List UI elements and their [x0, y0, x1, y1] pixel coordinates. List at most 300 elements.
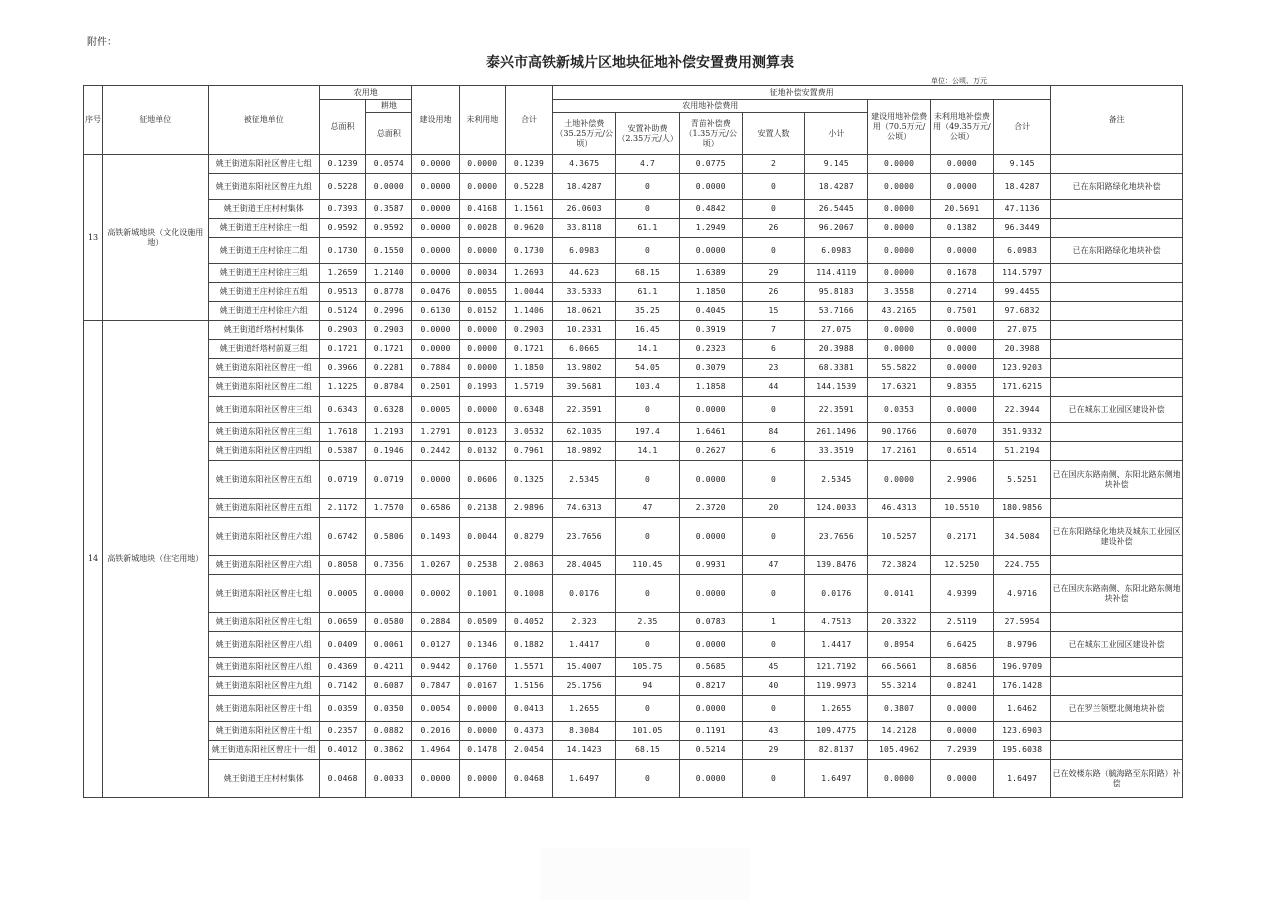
- resettle-comp-cell: 0: [616, 238, 679, 264]
- area-total-cell: 0.9620: [505, 219, 552, 238]
- header-compensation: 征地补偿安置费用: [553, 86, 1051, 100]
- acquire-unit-cell: 高铁新城地块（住宅用地）: [103, 321, 208, 798]
- remarks-cell: [1051, 499, 1183, 518]
- total-cell: 1.6497: [994, 760, 1051, 798]
- resettle-comp-cell: 110.45: [616, 556, 679, 575]
- land-comp-cell: 2.323: [553, 613, 616, 632]
- unused-comp-cell: 0.1678: [930, 264, 993, 283]
- attachment-label: 附件：: [87, 37, 117, 48]
- unused-area-cell: 0.1346: [459, 632, 505, 658]
- total-area-cell: 0.5228: [320, 174, 366, 200]
- sub-total-cell: 144.1539: [805, 378, 868, 397]
- acquired-unit-cell: 姚王街道东阳社区曾庄十一组: [208, 741, 320, 760]
- area-total-cell: 0.2903: [505, 321, 552, 340]
- total-cell: 34.5084: [994, 518, 1051, 556]
- acquired-unit-cell: 姚王街道东阳社区曾庄五组: [208, 461, 320, 499]
- area-total-cell: 0.4052: [505, 613, 552, 632]
- resettle-comp-cell: 197.4: [616, 423, 679, 442]
- sub-total-cell: 6.0983: [805, 238, 868, 264]
- acquired-unit-cell: 姚王街道王庄村徐庄二组: [208, 238, 320, 264]
- acquired-unit-cell: 姚王街道东阳社区曾庄三组: [208, 397, 320, 423]
- remarks-cell: [1051, 359, 1183, 378]
- area-total-cell: 0.8279: [505, 518, 552, 556]
- land-comp-cell: 6.0665: [553, 340, 616, 359]
- table-row: [84, 556, 1183, 575]
- total-cell: 99.4455: [994, 283, 1051, 302]
- remarks-cell: 已在国庆东路南侧、东阳北路东侧地块补偿: [1051, 575, 1183, 613]
- resettle-people-cell: 6: [742, 442, 804, 461]
- area-total-cell: 0.0413: [505, 696, 552, 722]
- header-land-comp: 土地补偿费（35.25万元/公顷）: [553, 113, 616, 155]
- acquired-unit-cell: 姚王街道东阳社区曾庄三组: [208, 423, 320, 442]
- area-total-cell: 3.0532: [505, 423, 552, 442]
- resettle-people-cell: 0: [742, 632, 804, 658]
- area-total-cell: 1.5571: [505, 658, 552, 677]
- remarks-cell: [1051, 155, 1183, 174]
- unused-comp-cell: 4.9399: [930, 575, 993, 613]
- area-total-cell: 1.1406: [505, 302, 552, 321]
- sub-total-cell: 9.145: [805, 155, 868, 174]
- resettle-people-cell: 2: [742, 155, 804, 174]
- construction-area-cell: 0.0000: [412, 760, 459, 798]
- resettle-people-cell: 84: [742, 423, 804, 442]
- total-cell: 195.6038: [994, 741, 1051, 760]
- crop-comp-cell: 0.5214: [679, 741, 742, 760]
- area-total-cell: 0.4373: [505, 722, 552, 741]
- remarks-cell: [1051, 722, 1183, 741]
- total-cell: 6.0983: [994, 238, 1051, 264]
- land-comp-cell: 4.3675: [553, 155, 616, 174]
- unused-comp-cell: 0.6514: [930, 442, 993, 461]
- acquired-unit-cell: 姚王街道东阳社区曾庄十组: [208, 722, 320, 741]
- total-area-cell: 0.3966: [320, 359, 366, 378]
- construction-area-cell: 1.4964: [412, 741, 459, 760]
- crop-comp-cell: 0.3079: [679, 359, 742, 378]
- unused-area-cell: 0.0000: [459, 174, 505, 200]
- land-comp-cell: 14.1423: [553, 741, 616, 760]
- unused-comp-cell: 7.2939: [930, 741, 993, 760]
- sub-total-cell: 18.4287: [805, 174, 868, 200]
- resettle-comp-cell: 0: [616, 461, 679, 499]
- sub-total-cell: 33.3519: [805, 442, 868, 461]
- resettle-people-cell: 45: [742, 658, 804, 677]
- header-unused-land: 未利用地: [459, 86, 505, 155]
- farmland-area-cell: 0.1721: [366, 340, 412, 359]
- unused-area-cell: 0.2538: [459, 556, 505, 575]
- area-total-cell: 1.1850: [505, 359, 552, 378]
- unused-area-cell: 0.1993: [459, 378, 505, 397]
- total-area-cell: 0.6343: [320, 397, 366, 423]
- remarks-cell: 已在罗兰领墅北侧地块补偿: [1051, 696, 1183, 722]
- remarks-cell: [1051, 302, 1183, 321]
- acquired-unit-cell: 姚王街道王庄村徐庄一组: [208, 219, 320, 238]
- land-comp-cell: 15.4007: [553, 658, 616, 677]
- farmland-area-cell: 0.1550: [366, 238, 412, 264]
- header-unused-comp: 未利用地补偿费用（49.35万元/公顷）: [930, 100, 993, 155]
- sub-total-cell: 121.7192: [805, 658, 868, 677]
- header-resettle-comp: 安置补助费（2.35万元/人）: [616, 113, 679, 155]
- header-acquire-unit: 征地单位: [103, 86, 208, 155]
- farmland-area-cell: 0.3587: [366, 200, 412, 219]
- construction-comp-cell: 0.0000: [868, 321, 930, 340]
- resettle-people-cell: 0: [742, 238, 804, 264]
- construction-comp-cell: 72.3824: [868, 556, 930, 575]
- construction-comp-cell: 0.0000: [868, 238, 930, 264]
- land-comp-cell: 39.5681: [553, 378, 616, 397]
- total-area-cell: 0.7142: [320, 677, 366, 696]
- resettle-comp-cell: 105.75: [616, 658, 679, 677]
- construction-comp-cell: 0.0000: [868, 219, 930, 238]
- crop-comp-cell: 0.0000: [679, 760, 742, 798]
- total-cell: 224.755: [994, 556, 1051, 575]
- land-comp-cell: 33.8118: [553, 219, 616, 238]
- unused-comp-cell: 0.0000: [930, 238, 993, 264]
- resettle-comp-cell: 0: [616, 397, 679, 423]
- construction-area-cell: 0.0127: [412, 632, 459, 658]
- total-cell: 27.075: [994, 321, 1051, 340]
- resettle-people-cell: 0: [742, 696, 804, 722]
- total-area-cell: 0.6742: [320, 518, 366, 556]
- unused-area-cell: 0.2138: [459, 499, 505, 518]
- table-row: [84, 613, 1183, 632]
- table-row: [84, 518, 1183, 556]
- total-area-cell: 0.0468: [320, 760, 366, 798]
- land-comp-cell: 26.0603: [553, 200, 616, 219]
- remarks-cell: [1051, 264, 1183, 283]
- resettle-people-cell: 44: [742, 378, 804, 397]
- unused-comp-cell: 2.9906: [930, 461, 993, 499]
- unused-comp-cell: 0.7501: [930, 302, 993, 321]
- land-comp-cell: 0.0176: [553, 575, 616, 613]
- construction-area-cell: 0.0005: [412, 397, 459, 423]
- crop-comp-cell: 0.3919: [679, 321, 742, 340]
- total-cell: 5.5251: [994, 461, 1051, 499]
- construction-comp-cell: 46.4313: [868, 499, 930, 518]
- crop-comp-cell: 0.0775: [679, 155, 742, 174]
- resettle-comp-cell: 0: [616, 760, 679, 798]
- remarks-cell: 已在东阳路绿化地块补偿: [1051, 174, 1183, 200]
- total-cell: 96.3449: [994, 219, 1051, 238]
- remarks-cell: 已在姣楼东路（毓海路至东阳路）补偿: [1051, 760, 1183, 798]
- construction-comp-cell: 0.0000: [868, 340, 930, 359]
- resettle-comp-cell: 35.25: [616, 302, 679, 321]
- area-total-cell: 0.1721: [505, 340, 552, 359]
- unused-area-cell: 0.0000: [459, 155, 505, 174]
- remarks-cell: [1051, 741, 1183, 760]
- resettle-people-cell: 26: [742, 219, 804, 238]
- farmland-area-cell: 0.0033: [366, 760, 412, 798]
- remarks-cell: [1051, 677, 1183, 696]
- acquired-unit-cell: 姚王街道王庄村徐庄五组: [208, 283, 320, 302]
- acquired-unit-cell: 姚王街道东阳社区曾庄九组: [208, 677, 320, 696]
- farmland-area-cell: 0.0574: [366, 155, 412, 174]
- crop-comp-cell: 1.6389: [679, 264, 742, 283]
- resettle-people-cell: 26: [742, 283, 804, 302]
- crop-comp-cell: 0.4045: [679, 302, 742, 321]
- resettle-comp-cell: 0: [616, 200, 679, 219]
- sub-total-cell: 68.3381: [805, 359, 868, 378]
- resettle-comp-cell: 101.05: [616, 722, 679, 741]
- table-body: [84, 155, 1183, 798]
- farmland-area-cell: 0.2281: [366, 359, 412, 378]
- table-row: [84, 722, 1183, 741]
- crop-comp-cell: 0.5685: [679, 658, 742, 677]
- resettle-people-cell: 0: [742, 397, 804, 423]
- unused-area-cell: 0.0132: [459, 442, 505, 461]
- total-cell: 27.5954: [994, 613, 1051, 632]
- seq-cell: 14: [84, 321, 103, 798]
- land-comp-cell: 23.7656: [553, 518, 616, 556]
- unused-comp-cell: 0.0000: [930, 340, 993, 359]
- total-area-cell: 0.8058: [320, 556, 366, 575]
- construction-area-cell: 0.7884: [412, 359, 459, 378]
- remarks-cell: [1051, 283, 1183, 302]
- compensation-table: [83, 85, 1183, 798]
- table-row: [84, 632, 1183, 658]
- resettle-people-cell: 6: [742, 340, 804, 359]
- unused-area-cell: 0.0034: [459, 264, 505, 283]
- resettle-comp-cell: 61.1: [616, 283, 679, 302]
- unused-comp-cell: 0.0000: [930, 696, 993, 722]
- sub-total-cell: 139.8476: [805, 556, 868, 575]
- unused-comp-cell: 2.5119: [930, 613, 993, 632]
- farmland-area-cell: 0.8778: [366, 283, 412, 302]
- area-total-cell: 0.7961: [505, 442, 552, 461]
- total-area-cell: 0.4012: [320, 741, 366, 760]
- farmland-area-cell: 0.6087: [366, 677, 412, 696]
- resettle-people-cell: 0: [742, 174, 804, 200]
- resettle-comp-cell: 0: [616, 696, 679, 722]
- acquired-unit-cell: 姚王街道纤塔村前夏三组: [208, 340, 320, 359]
- sub-total-cell: 1.2655: [805, 696, 868, 722]
- unused-area-cell: 0.0509: [459, 613, 505, 632]
- total-cell: 114.5797: [994, 264, 1051, 283]
- resettle-people-cell: 15: [742, 302, 804, 321]
- remarks-cell: [1051, 321, 1183, 340]
- resettle-comp-cell: 0: [616, 174, 679, 200]
- unused-area-cell: 0.0000: [459, 397, 505, 423]
- total-cell: 8.9796: [994, 632, 1051, 658]
- construction-comp-cell: 0.0000: [868, 155, 930, 174]
- area-total-cell: 0.0468: [505, 760, 552, 798]
- total-cell: 47.1136: [994, 200, 1051, 219]
- resettle-comp-cell: 94: [616, 677, 679, 696]
- table-row: [84, 696, 1183, 722]
- remarks-cell: [1051, 378, 1183, 397]
- remarks-cell: [1051, 219, 1183, 238]
- land-comp-cell: 6.0983: [553, 238, 616, 264]
- crop-comp-cell: 0.0000: [679, 632, 742, 658]
- table-row: [84, 658, 1183, 677]
- resettle-comp-cell: 47: [616, 499, 679, 518]
- acquired-unit-cell: 姚王街道东阳社区曾庄七组: [208, 613, 320, 632]
- resettle-people-cell: 23: [742, 359, 804, 378]
- resettle-comp-cell: 0: [616, 632, 679, 658]
- land-comp-cell: 22.3591: [553, 397, 616, 423]
- table-row: [84, 378, 1183, 397]
- farmland-area-cell: 0.8784: [366, 378, 412, 397]
- unused-area-cell: 0.1478: [459, 741, 505, 760]
- resettle-comp-cell: 14.1: [616, 442, 679, 461]
- land-comp-cell: 44.623: [553, 264, 616, 283]
- crop-comp-cell: 0.2627: [679, 442, 742, 461]
- total-area-cell: 0.2903: [320, 321, 366, 340]
- crop-comp-cell: 0.1191: [679, 722, 742, 741]
- total-area-cell: 0.0005: [320, 575, 366, 613]
- header-seq: 序号: [84, 86, 103, 155]
- total-cell: 1.6462: [994, 696, 1051, 722]
- remarks-cell: 已在国庆东路南侧、东阳北路东侧地块补偿: [1051, 461, 1183, 499]
- acquired-unit-cell: 姚王街道东阳社区曾庄七组: [208, 155, 320, 174]
- area-total-cell: 1.2693: [505, 264, 552, 283]
- crop-comp-cell: 0.9931: [679, 556, 742, 575]
- resettle-comp-cell: 14.1: [616, 340, 679, 359]
- crop-comp-cell: 1.1850: [679, 283, 742, 302]
- construction-comp-cell: 55.5822: [868, 359, 930, 378]
- remarks-cell: [1051, 423, 1183, 442]
- total-cell: 196.9709: [994, 658, 1051, 677]
- farmland-area-cell: 0.2903: [366, 321, 412, 340]
- remarks-cell: [1051, 556, 1183, 575]
- construction-comp-cell: 43.2165: [868, 302, 930, 321]
- construction-comp-cell: 90.1766: [868, 423, 930, 442]
- sub-total-cell: 22.3591: [805, 397, 868, 423]
- unused-comp-cell: 0.8241: [930, 677, 993, 696]
- acquired-unit-cell: 姚王街道王庄村村集体: [208, 760, 320, 798]
- sub-total-cell: 53.7166: [805, 302, 868, 321]
- header-crop-comp: 青苗补偿费（1.35万元/公顷）: [679, 113, 742, 155]
- resettle-comp-cell: 0: [616, 518, 679, 556]
- area-total-cell: 2.9896: [505, 499, 552, 518]
- sub-total-cell: 261.1496: [805, 423, 868, 442]
- acquired-unit-cell: 姚王街道东阳社区曾庄十组: [208, 696, 320, 722]
- construction-comp-cell: 0.0000: [868, 461, 930, 499]
- construction-area-cell: 0.2016: [412, 722, 459, 741]
- construction-comp-cell: 55.3214: [868, 677, 930, 696]
- unused-area-cell: 0.0000: [459, 696, 505, 722]
- resettle-comp-cell: 103.4: [616, 378, 679, 397]
- table-row: [84, 442, 1183, 461]
- unused-area-cell: 0.0000: [459, 760, 505, 798]
- sub-total-cell: 124.0033: [805, 499, 868, 518]
- total-area-cell: 1.7618: [320, 423, 366, 442]
- area-total-cell: 1.1561: [505, 200, 552, 219]
- construction-area-cell: 1.2791: [412, 423, 459, 442]
- land-comp-cell: 10.2331: [553, 321, 616, 340]
- construction-comp-cell: 0.0353: [868, 397, 930, 423]
- resettle-people-cell: 0: [742, 575, 804, 613]
- construction-area-cell: 0.0000: [412, 461, 459, 499]
- construction-comp-cell: 105.4962: [868, 741, 930, 760]
- total-area-cell: 0.9592: [320, 219, 366, 238]
- farmland-area-cell: 0.2996: [366, 302, 412, 321]
- farmland-area-cell: 1.2140: [366, 264, 412, 283]
- area-total-cell: 0.1008: [505, 575, 552, 613]
- sub-total-cell: 26.5445: [805, 200, 868, 219]
- land-comp-cell: 18.4287: [553, 174, 616, 200]
- total-area-cell: 0.2357: [320, 722, 366, 741]
- resettle-people-cell: 47: [742, 556, 804, 575]
- construction-area-cell: 0.0000: [412, 155, 459, 174]
- table-header: [84, 86, 1183, 155]
- acquired-unit-cell: 姚王街道东阳社区曾庄二组: [208, 378, 320, 397]
- remarks-cell: 已在东阳路绿化地块及城东工业园区建设补偿: [1051, 518, 1183, 556]
- farmland-area-cell: 0.4211: [366, 658, 412, 677]
- header-area-total: 合计: [505, 86, 552, 155]
- seq-cell: 13: [84, 155, 103, 321]
- unused-comp-cell: 6.6425: [930, 632, 993, 658]
- construction-area-cell: 0.0000: [412, 200, 459, 219]
- total-area-cell: 0.1730: [320, 238, 366, 264]
- construction-comp-cell: 20.3322: [868, 613, 930, 632]
- sub-total-cell: 1.4417: [805, 632, 868, 658]
- unused-comp-cell: 0.0000: [930, 397, 993, 423]
- crop-comp-cell: 0.0000: [679, 575, 742, 613]
- table-row: [84, 499, 1183, 518]
- farmland-area-cell: 0.3862: [366, 741, 412, 760]
- unused-area-cell: 0.0123: [459, 423, 505, 442]
- acquire-unit-cell: 高铁新城地块（文化设施用地）: [103, 155, 208, 321]
- header-construction-land: 建设用地: [412, 86, 459, 155]
- land-comp-cell: 1.2655: [553, 696, 616, 722]
- construction-area-cell: 0.9442: [412, 658, 459, 677]
- farmland-area-cell: 0.6328: [366, 397, 412, 423]
- unused-comp-cell: 0.0000: [930, 155, 993, 174]
- total-area-cell: 0.5387: [320, 442, 366, 461]
- unused-comp-cell: 0.2714: [930, 283, 993, 302]
- crop-comp-cell: 1.1858: [679, 378, 742, 397]
- total-cell: 351.9332: [994, 423, 1051, 442]
- construction-area-cell: 0.0000: [412, 219, 459, 238]
- land-comp-cell: 1.4417: [553, 632, 616, 658]
- crop-comp-cell: 0.4842: [679, 200, 742, 219]
- unused-area-cell: 0.0606: [459, 461, 505, 499]
- resettle-people-cell: 29: [742, 264, 804, 283]
- area-total-cell: 1.5156: [505, 677, 552, 696]
- unused-comp-cell: 0.1382: [930, 219, 993, 238]
- resettle-people-cell: 0: [742, 760, 804, 798]
- unused-area-cell: 0.0000: [459, 340, 505, 359]
- total-area-cell: 0.1721: [320, 340, 366, 359]
- total-area-cell: 0.9513: [320, 283, 366, 302]
- header-farmland: 耕地: [366, 100, 412, 113]
- resettle-people-cell: 1: [742, 613, 804, 632]
- acquired-unit-cell: 姚王街道东阳社区曾庄一组: [208, 359, 320, 378]
- construction-comp-cell: 17.2161: [868, 442, 930, 461]
- sub-total-cell: 2.5345: [805, 461, 868, 499]
- remarks-cell: [1051, 658, 1183, 677]
- farmland-area-cell: 0.0580: [366, 613, 412, 632]
- acquired-unit-cell: 姚王街道东阳社区曾庄八组: [208, 658, 320, 677]
- crop-comp-cell: 2.3720: [679, 499, 742, 518]
- total-area-cell: 0.0659: [320, 613, 366, 632]
- unused-area-cell: 0.0000: [459, 238, 505, 264]
- area-total-cell: 1.5719: [505, 378, 552, 397]
- land-comp-cell: 28.4045: [553, 556, 616, 575]
- construction-area-cell: 0.1493: [412, 518, 459, 556]
- farmland-area-cell: 1.7570: [366, 499, 412, 518]
- total-cell: 18.4287: [994, 174, 1051, 200]
- table-row: [84, 677, 1183, 696]
- table-row: [84, 238, 1183, 264]
- construction-area-cell: 0.0000: [412, 340, 459, 359]
- total-area-cell: 0.4369: [320, 658, 366, 677]
- construction-area-cell: 0.6130: [412, 302, 459, 321]
- table-row: [84, 155, 1183, 174]
- table-row: [84, 359, 1183, 378]
- total-cell: 171.6215: [994, 378, 1051, 397]
- remarks-cell: [1051, 442, 1183, 461]
